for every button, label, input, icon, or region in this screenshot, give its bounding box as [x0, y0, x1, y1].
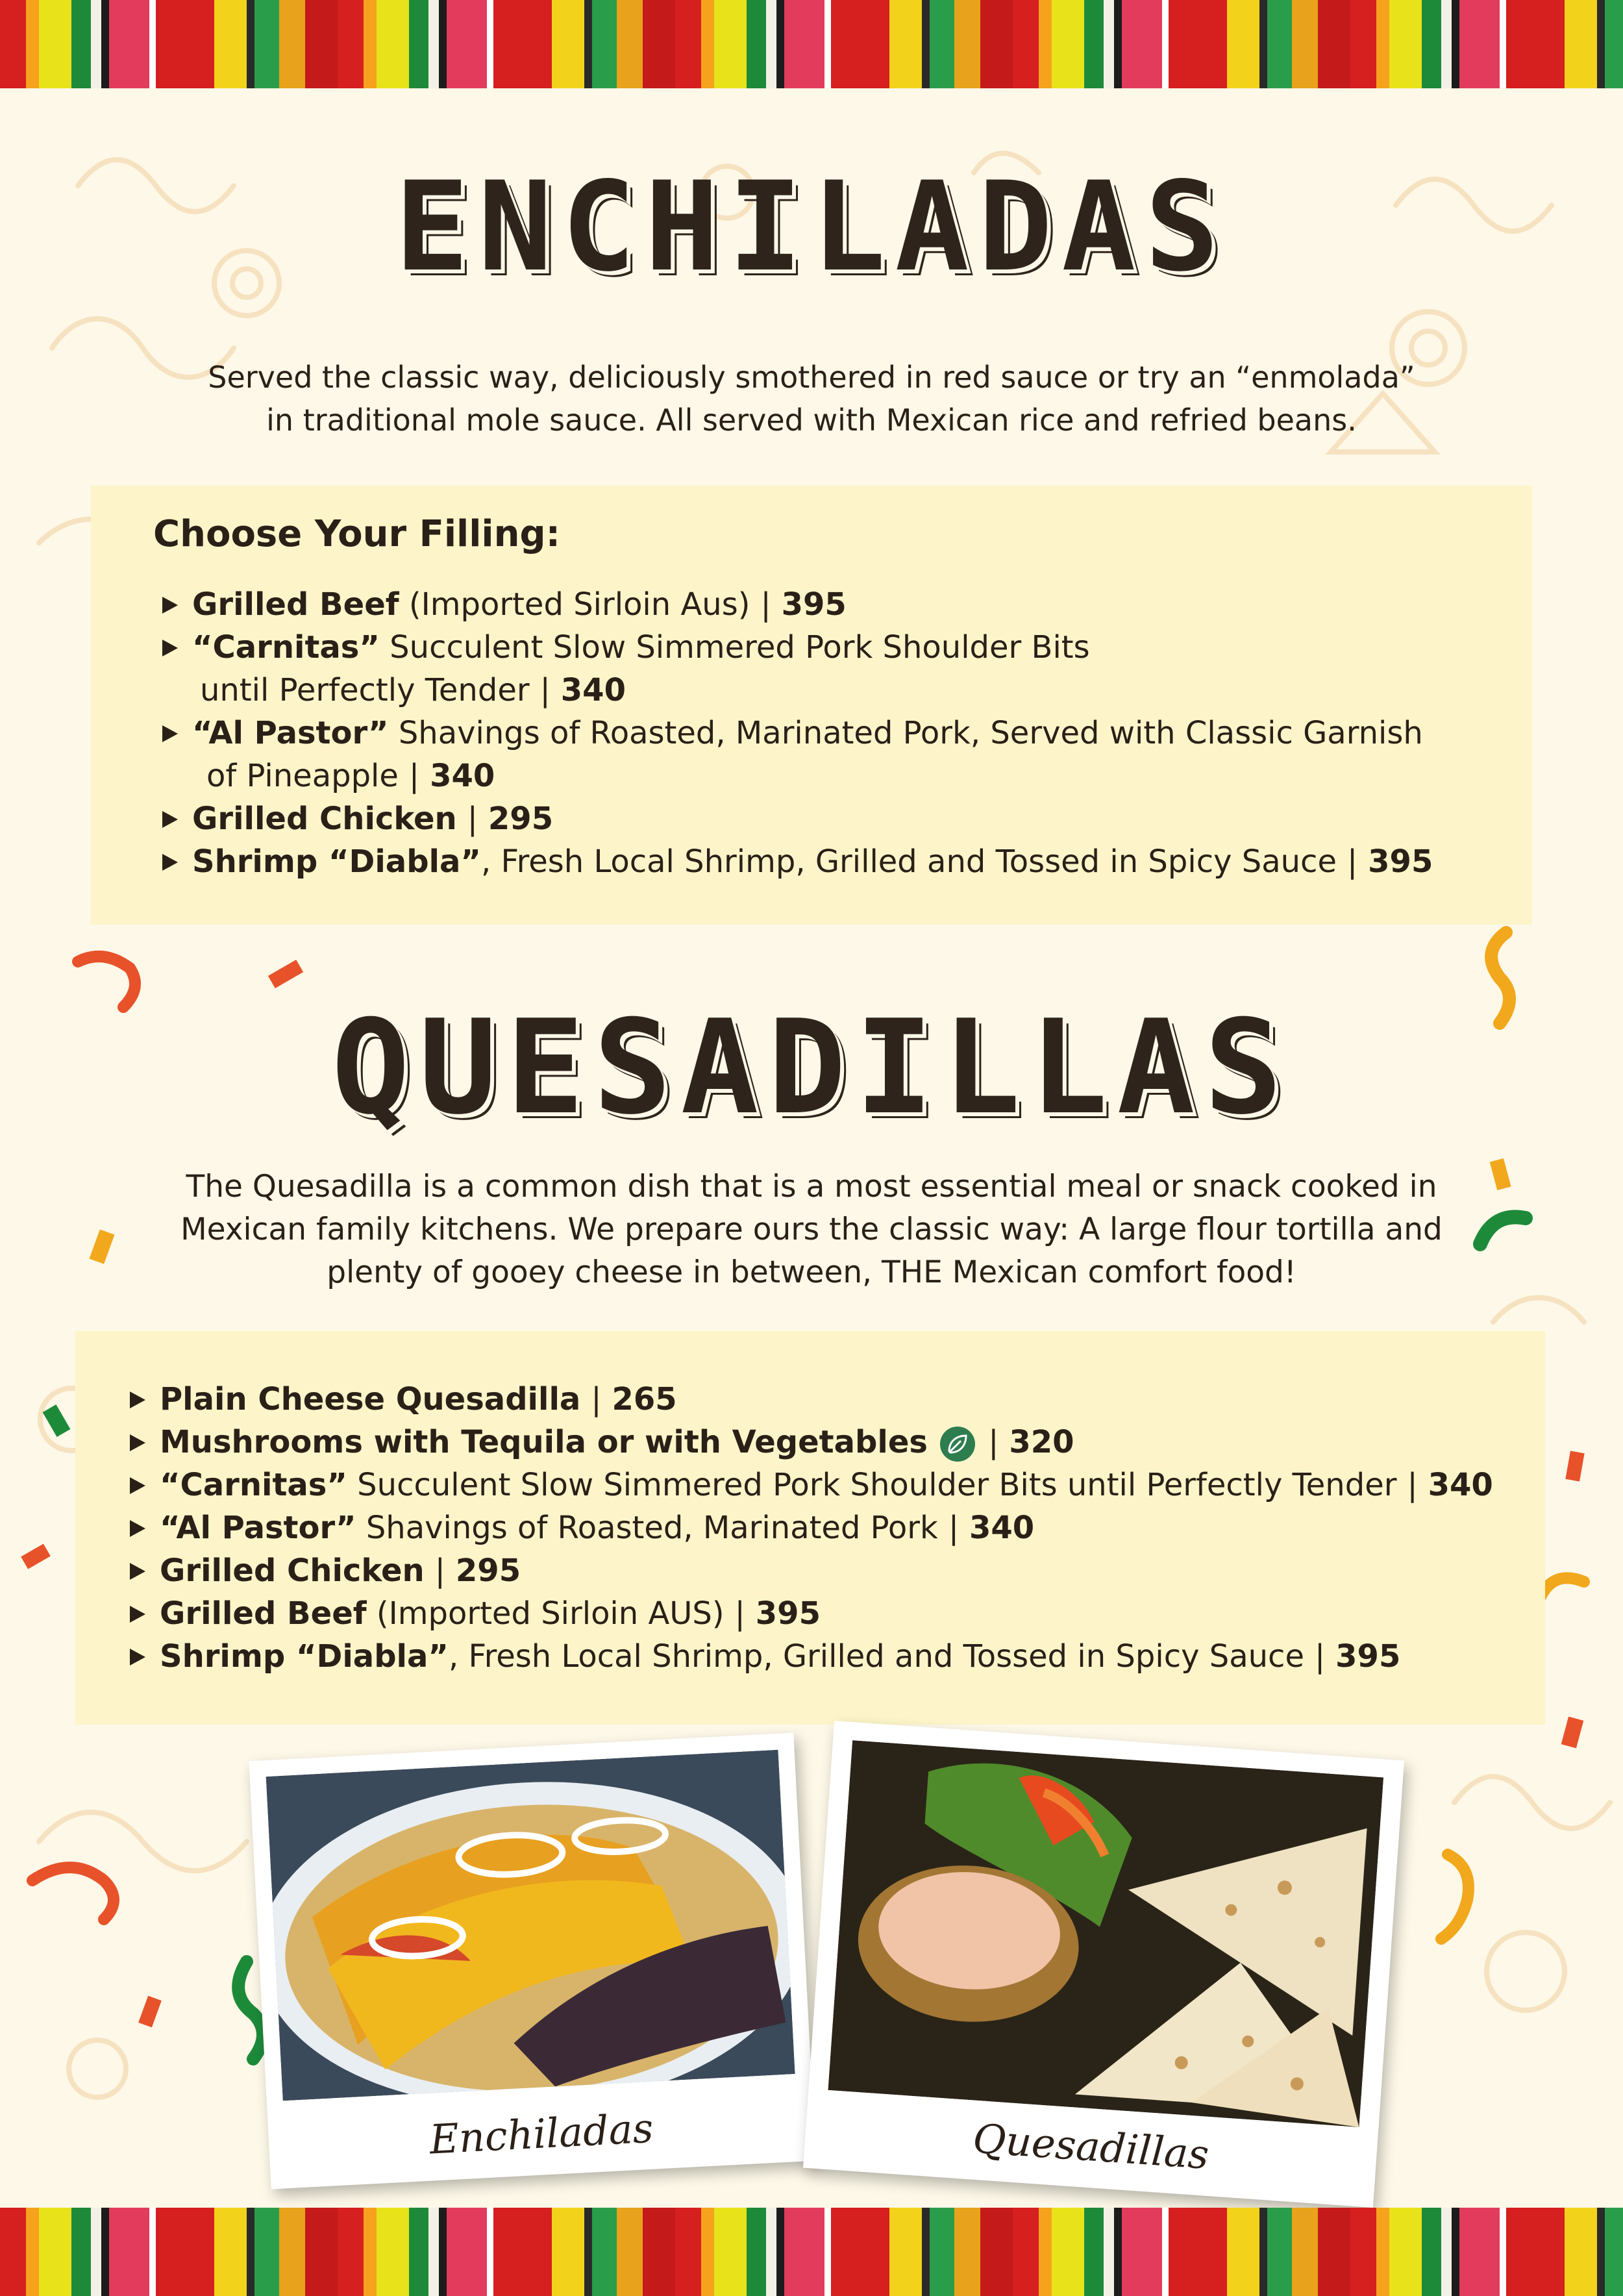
item-name: Grilled Beef [192, 586, 399, 623]
item-name: “Al Pastor” [192, 715, 389, 751]
item-name: Grilled Chicken [192, 801, 457, 837]
bullet-arrow-icon [162, 597, 178, 614]
price-separator: | [408, 758, 420, 794]
bullet-arrow-icon [130, 1606, 145, 1623]
quesadillas-photo-caption: Quesadillas [971, 2114, 1211, 2178]
menu-item [130, 1421, 1539, 1464]
menu-item [130, 1378, 1539, 1421]
item-price: 395 [1335, 1638, 1401, 1675]
quesadillas-intro-line-3: plenty of gooey cheese in between, THE Mexican comfort food! [327, 1254, 1296, 1290]
bullet-arrow-icon [162, 811, 178, 828]
bullet-arrow-icon [162, 854, 178, 871]
enchiladas-panel [91, 486, 1532, 925]
menu-item [130, 1464, 1539, 1506]
enchiladas-photo [249, 1732, 815, 2189]
menu-item [130, 1635, 1539, 1678]
filling-heading: Choose Your Filling: [153, 513, 560, 555]
item-name: “Carnitas” [160, 1467, 347, 1503]
menu-item [162, 797, 1500, 840]
enchiladas-food-image [266, 1750, 795, 2101]
bullet-arrow-icon [130, 1434, 145, 1451]
price-separator: | [591, 1381, 602, 1417]
item-name: Plain Cheese Quesadilla [160, 1381, 581, 1417]
item-desc-continued: until Perfectly Tender [200, 672, 530, 708]
enchiladas-intro [130, 356, 1493, 442]
price-separator: | [1314, 1638, 1326, 1675]
price-separator: | [434, 1553, 445, 1589]
item-name: “Al Pastor” [160, 1510, 356, 1546]
item-desc: , Fresh Local Shrimp, Grilled and Tossed in Spicy Sauce [480, 843, 1337, 880]
enchiladas-intro-line-2: in traditional mole sauce. All served with Mexican rice and refried beans. [266, 403, 1357, 438]
item-price: 295 [455, 1553, 521, 1589]
quesadillas-title: QUESADILLAS [331, 992, 1292, 1143]
item-desc-continued: of Pineapple [206, 758, 399, 794]
price-separator: | [1346, 843, 1358, 880]
item-price: 340 [969, 1510, 1035, 1546]
item-price: 320 [1009, 1424, 1074, 1460]
item-name: Shrimp “Diabla” [192, 843, 481, 880]
price-separator: | [539, 672, 551, 708]
quesadillas-intro [104, 1166, 1519, 1294]
item-desc: , Fresh Local Shrimp, Grilled and Tossed in Spicy Sauce [448, 1638, 1304, 1675]
item-desc: (Imported Sirloin AUS) [366, 1595, 725, 1632]
item-price: 395 [781, 586, 847, 623]
enchiladas-title: ENCHILADAS [395, 155, 1228, 299]
item-price: 340 [560, 672, 626, 708]
menu-item [130, 1592, 1539, 1635]
price-separator: | [988, 1424, 999, 1460]
vegetarian-leaf-icon [940, 1427, 975, 1462]
quesadillas-food-image [828, 1740, 1383, 2127]
bullet-arrow-icon [130, 1649, 145, 1666]
enchiladas-menu-list [162, 583, 1500, 883]
item-desc: (Imported Sirloin Aus) [399, 586, 750, 623]
quesadillas-intro-line-2: Mexican family kitchens. We prepare ours the classic way: A large flour tortilla and [180, 1212, 1443, 1247]
bullet-arrow-icon [162, 725, 178, 742]
item-price: 295 [488, 801, 554, 837]
item-price: 340 [430, 758, 495, 794]
bullet-arrow-icon [130, 1477, 145, 1494]
menu-item [162, 583, 1500, 626]
bullet-arrow-icon [130, 1520, 145, 1537]
item-desc: Succulent Slow Simmered Pork Shoulder Bits [379, 629, 1090, 666]
price-separator: | [948, 1510, 959, 1546]
item-price: 265 [612, 1381, 677, 1417]
bullet-arrow-icon [130, 1391, 145, 1408]
item-name: Grilled Chicken [160, 1553, 425, 1589]
item-name: Mushrooms with Tequila or with Vegetables [160, 1424, 928, 1460]
item-price: 395 [1368, 843, 1433, 880]
serape-stripe-bottom [0, 2208, 1623, 2296]
price-separator: | [760, 586, 771, 623]
quesadillas-menu-list [130, 1378, 1539, 1678]
item-desc: Shavings of Roasted, Marinated Pork [356, 1510, 938, 1546]
item-name: Shrimp “Diabla” [160, 1638, 449, 1675]
enchiladas-photo-caption: Enchiladas [428, 2104, 655, 2164]
menu-item [162, 626, 1500, 712]
price-separator: | [734, 1595, 745, 1632]
quesadillas-intro-line-1: The Quesadilla is a common dish that is a most essential meal or snack cooked in [186, 1169, 1437, 1204]
menu-item [130, 1549, 1539, 1592]
quesadillas-photo [803, 1721, 1404, 2208]
price-separator: | [1407, 1467, 1418, 1503]
item-name: “Carnitas” [192, 629, 380, 666]
item-desc: Shavings of Roasted, Marinated Pork, Served with Classic Garnish [388, 715, 1423, 751]
item-price: 340 [1428, 1467, 1493, 1503]
item-name: Grilled Beef [160, 1595, 367, 1632]
bullet-arrow-icon [130, 1563, 145, 1580]
serape-stripe-top [0, 0, 1623, 88]
menu-item [130, 1506, 1539, 1549]
menu-item [162, 712, 1500, 797]
bullet-arrow-icon [162, 640, 178, 656]
menu-item [162, 840, 1500, 883]
item-desc: Succulent Slow Simmered Pork Shoulder Bits until Perfectly Tender [347, 1467, 1397, 1503]
quesadillas-panel [75, 1331, 1545, 1725]
price-separator: | [467, 801, 478, 837]
enchiladas-intro-line-1: Served the classic way, deliciously smothered in red sauce or try an “enmolada” [208, 360, 1415, 395]
item-price: 395 [755, 1595, 821, 1632]
